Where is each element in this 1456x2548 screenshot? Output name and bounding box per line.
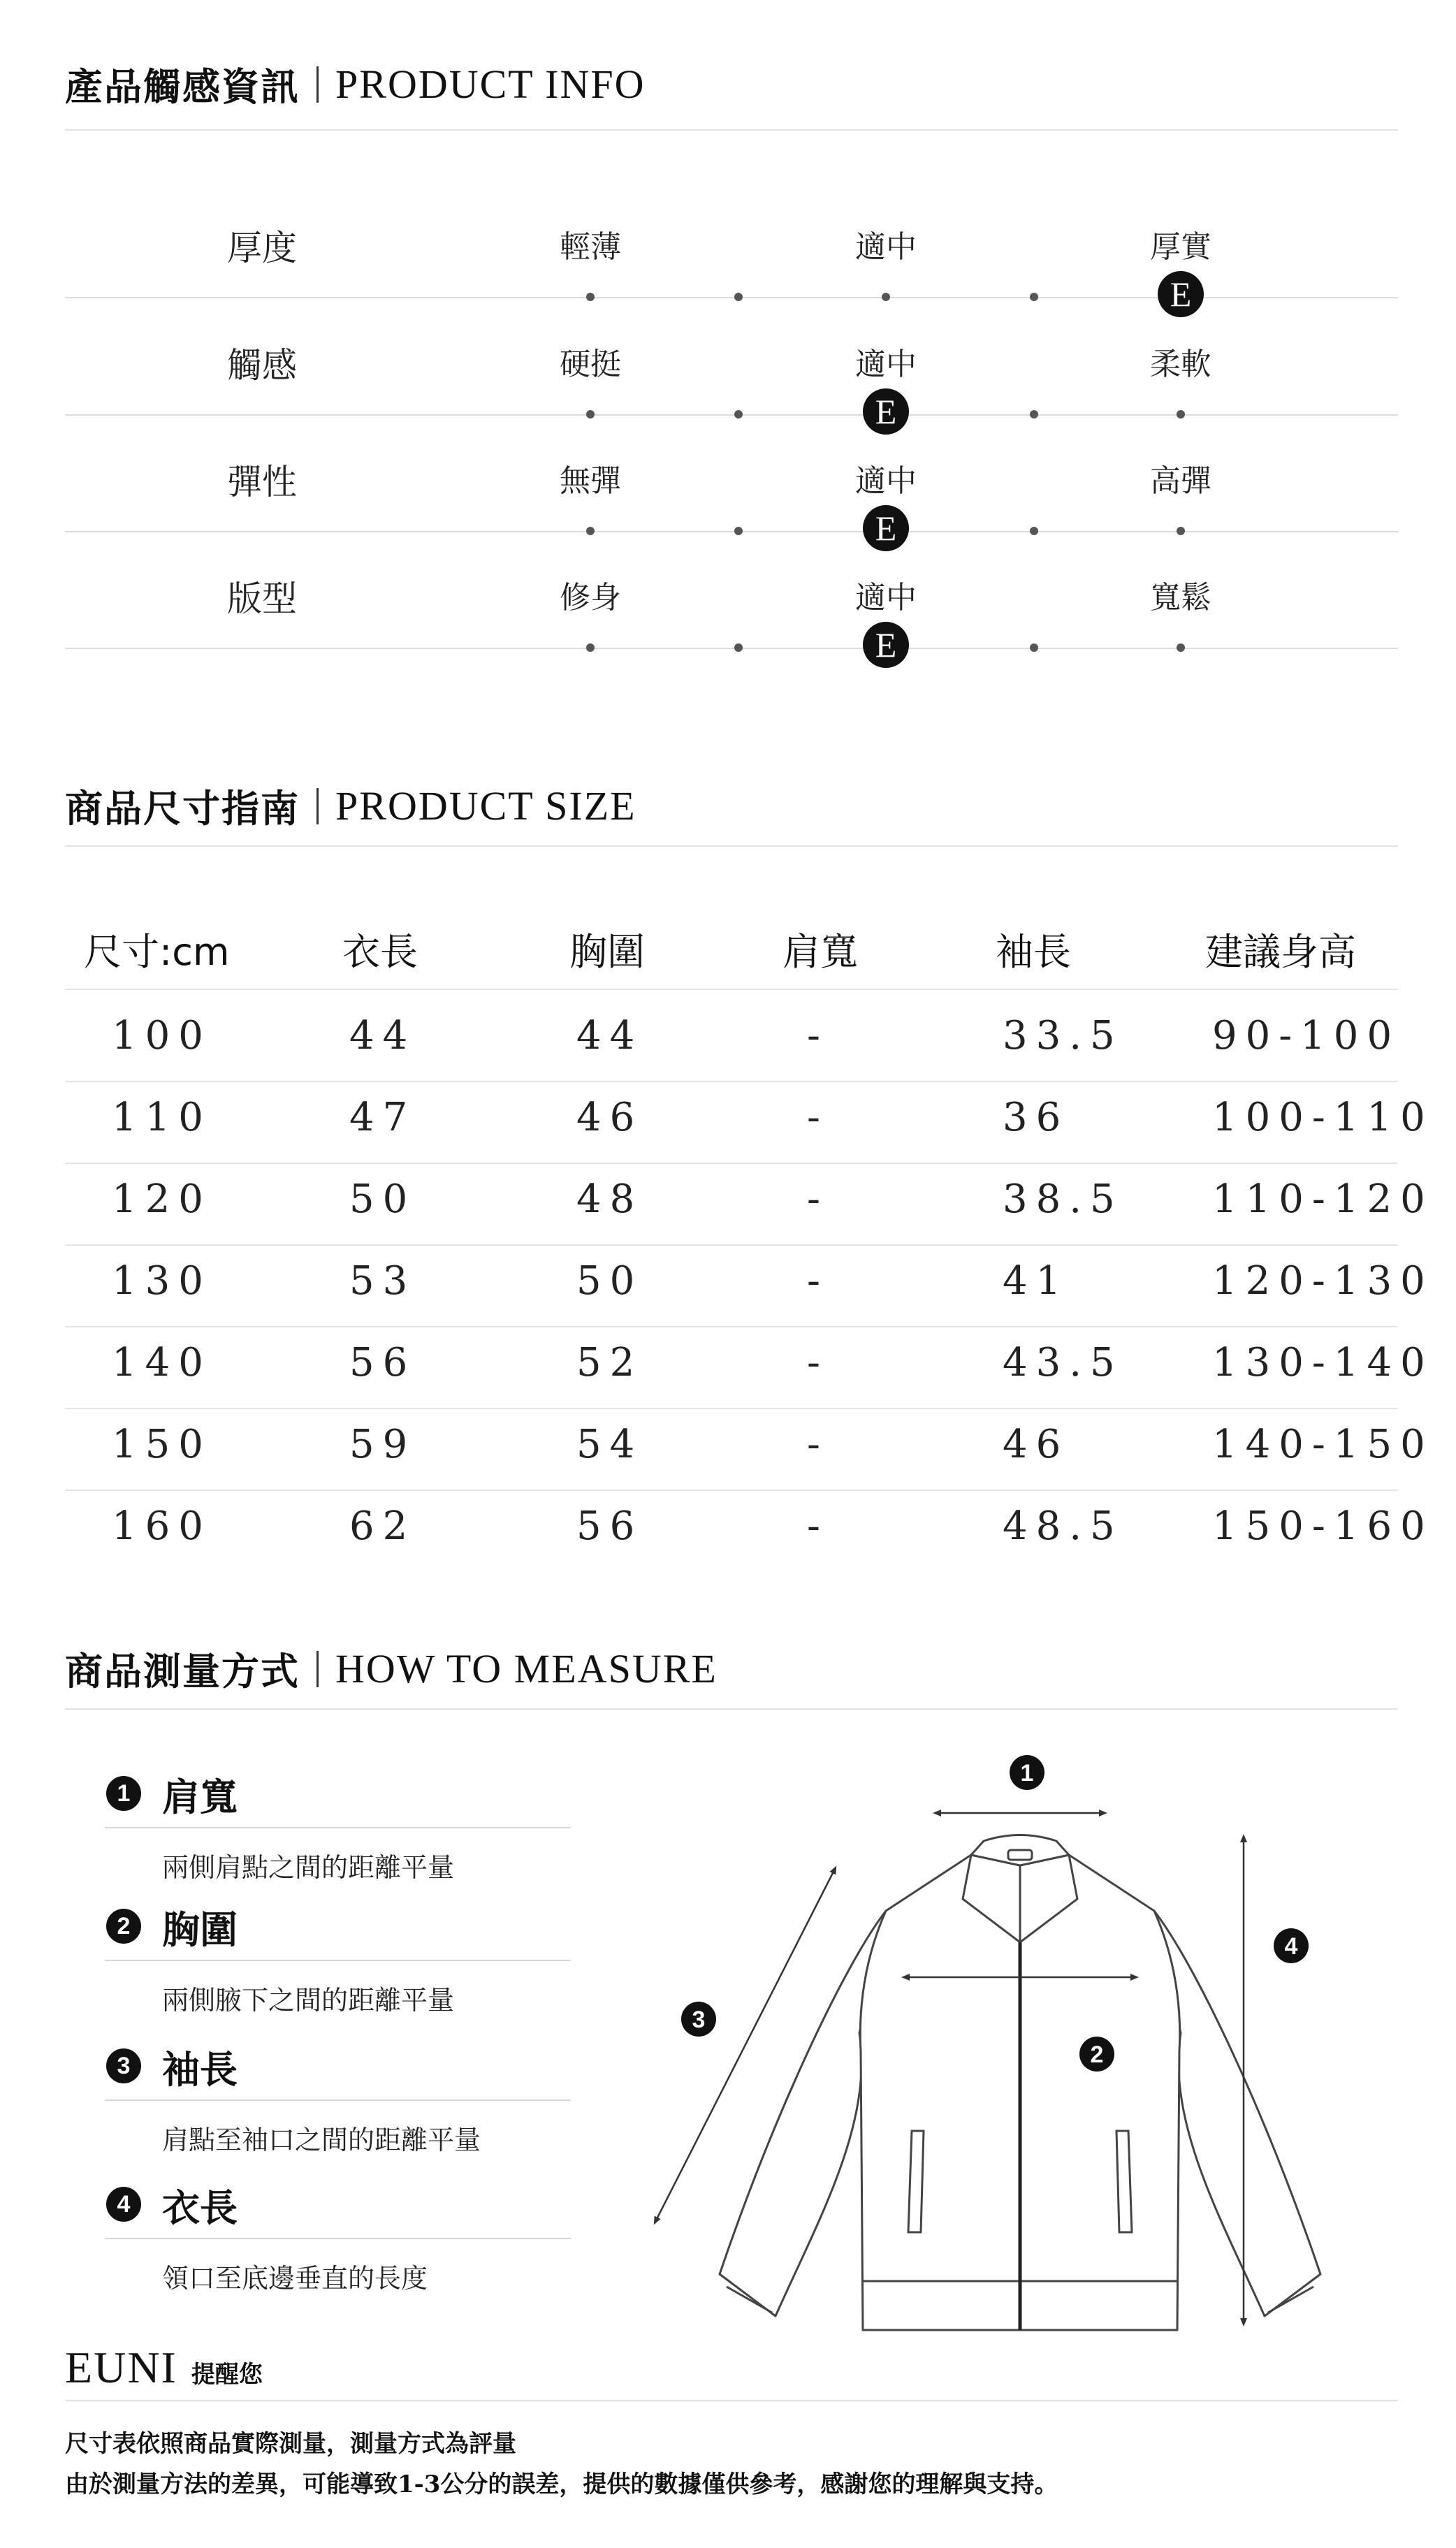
measure-number-badge: 3 (106, 2048, 141, 2083)
size-table-cell: 110-120 (1212, 1177, 1434, 1222)
title-divider (316, 66, 319, 103)
section-title-size (65, 779, 636, 833)
size-table-header: 胸圍 (569, 930, 645, 974)
feel-scale-dot (586, 293, 595, 301)
measure-item-rule (105, 1960, 571, 1961)
size-table-cell: 130-140 (1212, 1340, 1434, 1385)
section-title-info (65, 57, 646, 111)
size-table-cell: - (807, 1177, 829, 1222)
section-title-zh: 產品觸感資訊 (65, 65, 300, 109)
size-table-cell: 150 (112, 1422, 212, 1467)
measure-item-desc: 兩側肩點之間的距離平量 (162, 1852, 455, 1883)
section-title-zh: 商品測量方式 (65, 1650, 300, 1694)
note-line-1: 尺寸表依照商品實際測量，測量方式為評量 (65, 2430, 516, 2458)
size-table-cell: 140-150 (1212, 1422, 1434, 1467)
feel-scale-line (65, 648, 1398, 649)
svg-text:1: 1 (1020, 1760, 1034, 1786)
measure-number-badge: 2 (106, 1909, 141, 1944)
size-table-cell: - (807, 1258, 829, 1304)
size-table-cell: 46 (576, 1095, 643, 1140)
feel-scale-dot (1030, 410, 1038, 418)
feel-scale-dot (1030, 643, 1038, 652)
section-rule (65, 1708, 1398, 1710)
size-table-cell: 110 (112, 1095, 212, 1140)
feel-option: 柔軟 (1150, 347, 1211, 382)
size-table-cell: 48.5 (1003, 1504, 1123, 1549)
feel-option: 修身 (560, 580, 621, 616)
measure-item-desc: 兩側腋下之間的距離平量 (162, 1985, 455, 2016)
section-rule (65, 129, 1398, 131)
section-title-en: PRODUCT INFO (335, 61, 646, 107)
size-table-cell: 43.5 (1003, 1340, 1123, 1385)
feel-row-label: 觸感 (227, 345, 297, 386)
size-table-cell: 56 (349, 1340, 416, 1385)
feel-option: 寬鬆 (1150, 580, 1211, 616)
title-divider (316, 788, 319, 824)
feel-scale-dot (1030, 527, 1038, 535)
measure-item-desc: 肩點至袖口之間的距離平量 (162, 2125, 481, 2155)
size-table-cell: - (807, 1013, 829, 1058)
brand-reminder-label: 提醒您 (191, 2361, 263, 2389)
size-table-header: 袖長 (996, 930, 1071, 974)
size-table-cell: 160 (112, 1504, 212, 1549)
feel-selected-marker: E (863, 505, 909, 551)
feel-scale-dot (882, 293, 890, 301)
measure-item-title: 衣長 (162, 2186, 238, 2230)
feel-scale-line (65, 414, 1398, 416)
svg-text:4: 4 (1284, 1933, 1298, 1960)
section-rule (65, 845, 1398, 847)
size-table-cell: - (807, 1422, 829, 1467)
feel-selected-marker: E (1158, 271, 1204, 317)
feel-scale-line (65, 531, 1398, 532)
size-table-cell: - (807, 1504, 829, 1549)
size-table-rule (65, 989, 1398, 990)
size-table-cell: 50 (349, 1177, 416, 1222)
section-title-en: PRODUCT SIZE (335, 783, 636, 829)
size-table-cell: 46 (1003, 1422, 1070, 1467)
size-table-cell: 120-130 (1212, 1258, 1434, 1304)
feel-scale-dot (734, 643, 743, 652)
measure-item-rule (105, 1827, 571, 1828)
feel-option: 無彈 (560, 463, 621, 499)
size-table-cell: 59 (349, 1422, 416, 1467)
feel-row-label: 版型 (227, 578, 297, 619)
size-table-rule (65, 1081, 1398, 1082)
measure-item-title: 肩寬 (162, 1775, 238, 1819)
feel-scale-dot (586, 643, 595, 652)
feel-option: 適中 (855, 580, 917, 616)
size-table-rule (65, 1244, 1398, 1246)
feel-option: 適中 (855, 463, 917, 499)
size-table-cell: 90-100 (1212, 1013, 1401, 1058)
size-table-cell: 100 (112, 1013, 212, 1058)
size-table-cell: 100-110 (1212, 1095, 1434, 1140)
feel-scale-dot (734, 293, 743, 301)
feel-selected-marker: E (863, 388, 909, 435)
size-table-rule (65, 1163, 1398, 1164)
feel-option: 高彈 (1150, 463, 1211, 499)
feel-scale-dot (1030, 293, 1038, 301)
size-table-cell: 47 (349, 1095, 416, 1140)
size-table-cell: - (807, 1340, 829, 1385)
measure-item-rule (105, 2238, 571, 2239)
feel-option: 適中 (855, 347, 917, 382)
size-table-cell: 48 (576, 1177, 643, 1222)
size-table-cell: 54 (576, 1422, 643, 1467)
measure-item-rule (105, 2099, 571, 2101)
size-table-header: 肩寬 (782, 930, 858, 974)
size-table-rule (65, 1326, 1398, 1327)
feel-option: 輕薄 (560, 229, 621, 265)
size-table-cell: 62 (349, 1504, 416, 1549)
size-table-cell: 50 (576, 1258, 643, 1304)
measure-item-title: 胸圍 (162, 1908, 238, 1952)
svg-text:2: 2 (1090, 2041, 1104, 2068)
feel-scale-dot (734, 410, 743, 418)
section-title-zh: 商品尺寸指南 (65, 787, 300, 831)
feel-option: 厚實 (1150, 229, 1211, 265)
measure-number-badge: 4 (106, 2187, 141, 2222)
size-table-cell: 44 (576, 1013, 643, 1058)
feel-row-label: 厚度 (227, 228, 297, 268)
feel-row-label: 彈性 (227, 462, 297, 502)
feel-scale-dot (586, 410, 595, 418)
size-table-cell: 52 (576, 1340, 643, 1385)
feel-option: 適中 (855, 229, 917, 265)
size-table-rule (65, 1408, 1398, 1409)
size-table-header: 衣長 (342, 930, 418, 974)
feel-scale-dot (1177, 410, 1185, 418)
jacket-diagram (629, 1733, 1397, 2334)
measure-item-title: 袖長 (162, 2048, 238, 2092)
feel-scale-dot (734, 527, 743, 535)
size-table-cell: 120 (112, 1177, 212, 1222)
size-table-cell: 38.5 (1003, 1177, 1123, 1222)
size-table-header: 建議身高 (1205, 930, 1356, 974)
measure-item-desc: 領口至底邊垂直的長度 (162, 2263, 428, 2294)
feel-option: 硬挺 (560, 347, 621, 382)
size-table-cell: 53 (349, 1258, 416, 1304)
size-table-header: 尺寸:cm (84, 930, 230, 974)
size-table-rule (65, 1490, 1398, 1491)
note-line-2: 由於測量方法的差異，可能導致1-3公分的誤差，提供的數據僅供參考，感謝您的理解與支持。 (65, 2470, 1058, 2498)
size-table-cell: 150-160 (1212, 1504, 1434, 1549)
size-table-cell: 56 (576, 1504, 643, 1549)
brand-reminder (65, 2342, 263, 2394)
size-table-cell: 36 (1003, 1095, 1070, 1140)
size-table-cell: 44 (349, 1013, 416, 1058)
size-table-cell: 140 (112, 1340, 212, 1385)
section-title-en: HOW TO MEASURE (335, 1646, 718, 1691)
size-table-cell: 33.5 (1003, 1013, 1123, 1058)
size-table-cell: - (807, 1095, 829, 1140)
feel-scale-dot (1177, 643, 1185, 652)
feel-scale-dot (586, 527, 595, 535)
brand-logo: EUNI (65, 2343, 177, 2392)
svg-text:3: 3 (692, 2007, 706, 2033)
section-rule (65, 2400, 1398, 2401)
size-table-cell: 41 (1003, 1258, 1070, 1304)
section-title-measure (65, 1642, 718, 1696)
measure-number-badge: 1 (106, 1776, 141, 1811)
title-divider (316, 1651, 319, 1687)
size-table-cell: 130 (112, 1258, 212, 1304)
feel-scale-dot (1177, 527, 1185, 535)
feel-selected-marker: E (863, 622, 909, 668)
